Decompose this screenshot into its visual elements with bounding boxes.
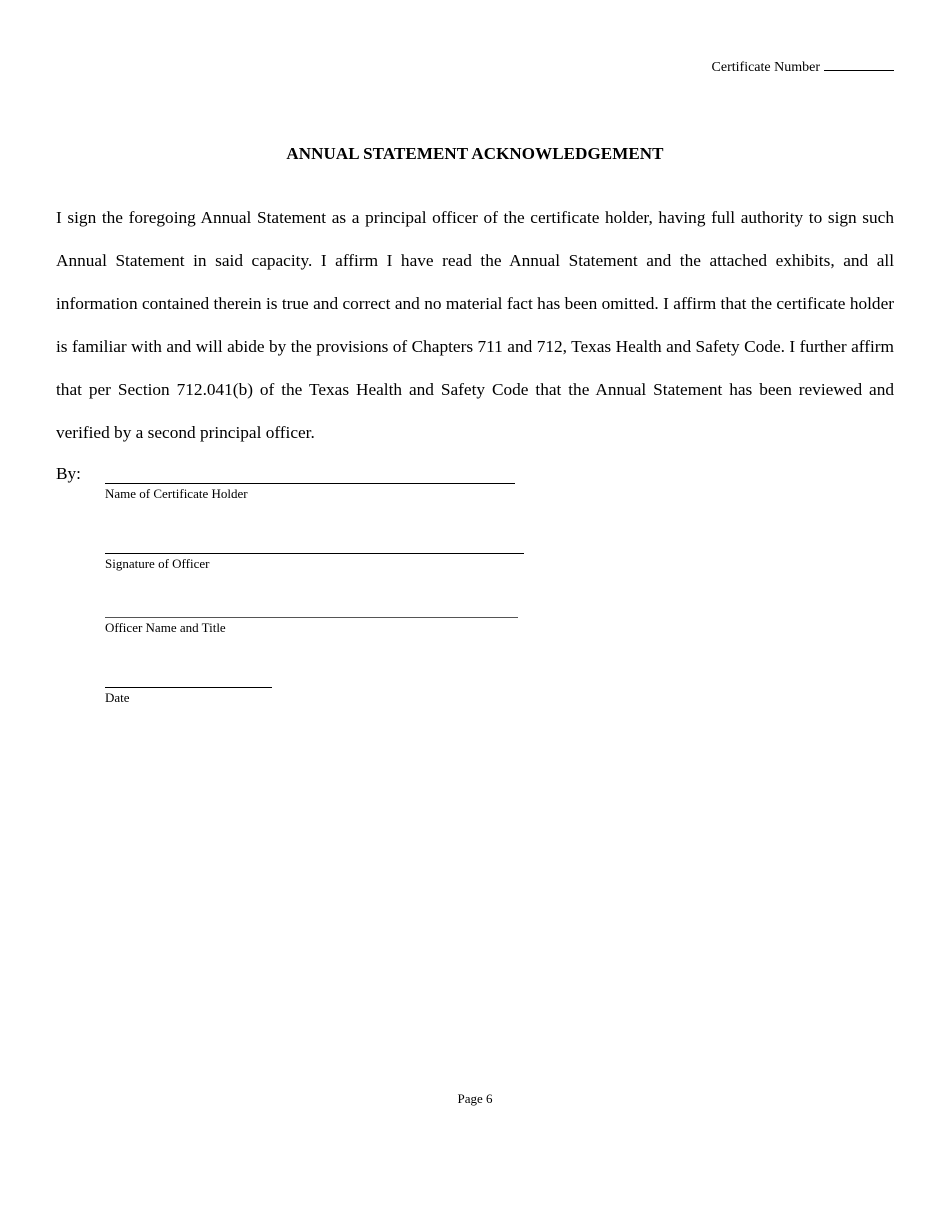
certificate-holder-name-label: Name of Certificate Holder (105, 486, 248, 501)
officer-signature-label: Signature of Officer (105, 556, 210, 571)
officer-name-title-label: Officer Name and Title (105, 620, 226, 635)
officer-signature-line[interactable] (105, 553, 524, 554)
acknowledgement-paragraph: I sign the foregoing Annual Statement as a principal officer of the certificate holder, having full authority to sign such Annual Statement in said capacity. I affirm I have read the Annual Statement and the attached exhibits, and all information contained therein is true and correct and no material fact has been omitted. I affirm that the certificate holder is familiar with and will abide by the provisions of Chapters 711 and 712, Texas Health and Safety Code. I further affirm that per Section 712.041(b) of the Texas Health and Safety Code that the Annual Statement has been reviewed and verified by a second principal officer. (56, 208, 894, 442)
date-line[interactable] (105, 687, 272, 688)
date-label: Date (105, 690, 130, 705)
certificate-number-field (712, 56, 894, 76)
by-label: By: (56, 464, 81, 483)
officer-name-title-line[interactable] (105, 617, 518, 618)
certificate-holder-name-line[interactable] (105, 483, 515, 484)
certificate-number-blank[interactable] (824, 56, 894, 71)
page-number: Page 6 (457, 1091, 493, 1106)
document-title: ANNUAL STATEMENT ACKNOWLEDGEMENT (286, 144, 664, 163)
certificate-number-label: Certificate Number (711, 60, 820, 75)
